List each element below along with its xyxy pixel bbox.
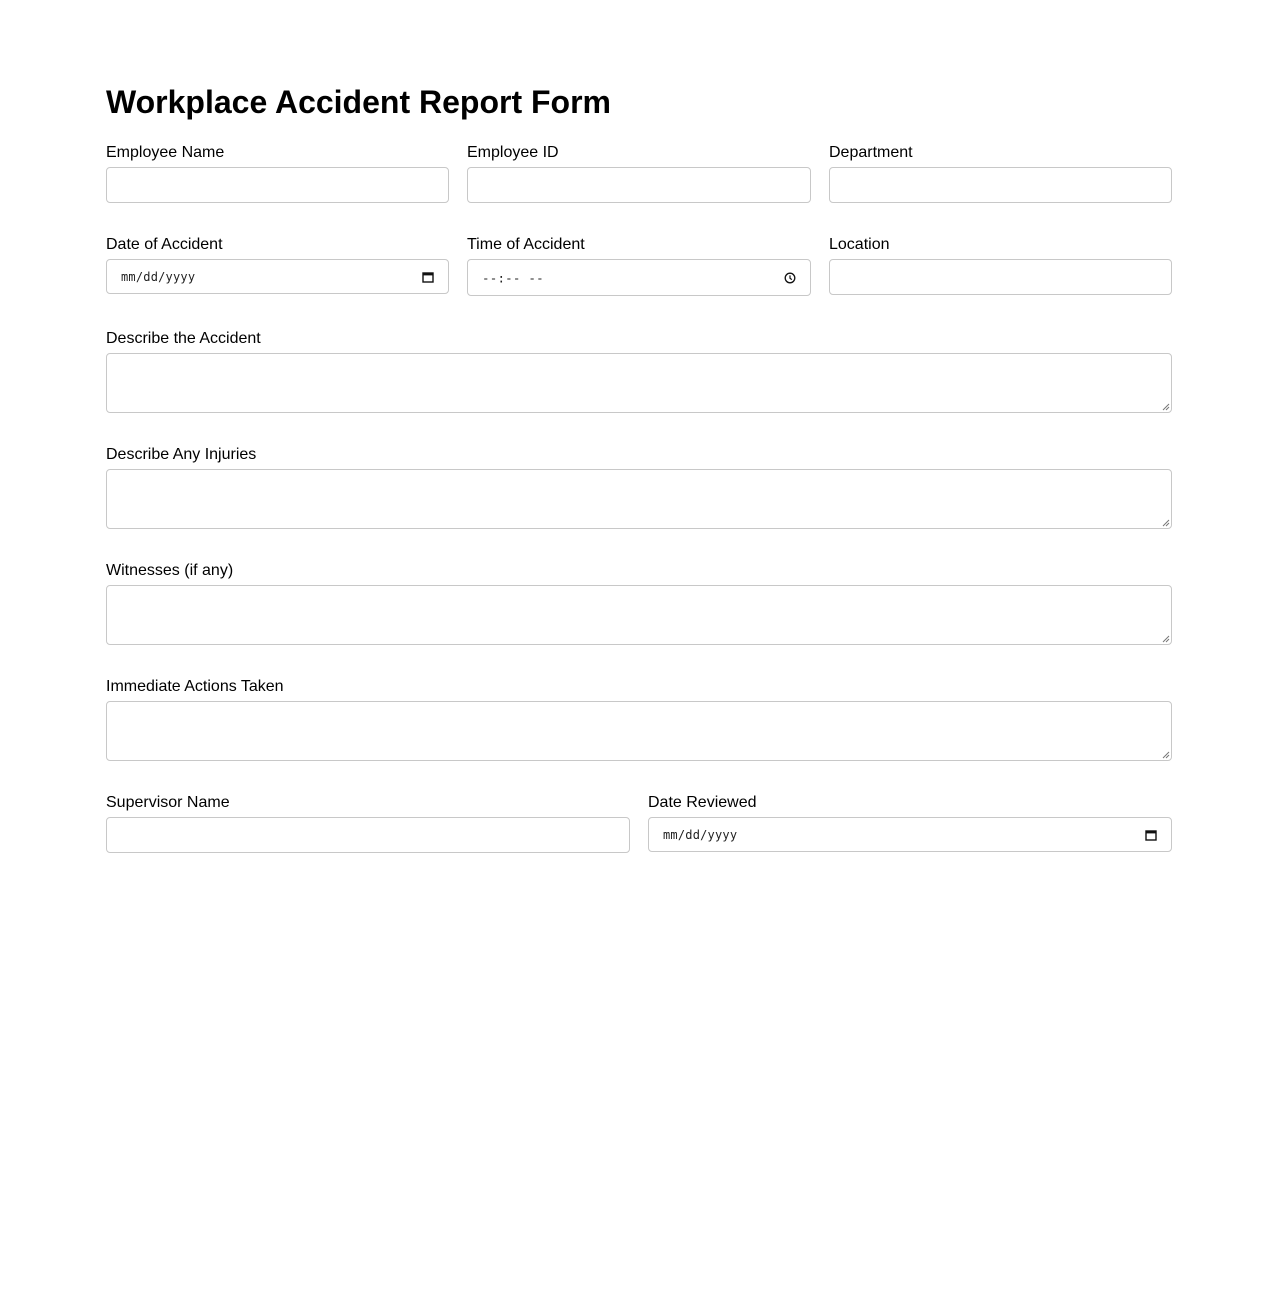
describe-injuries-textarea[interactable] — [106, 469, 1172, 529]
date-placeholder: mm/dd/yyyy — [121, 269, 196, 284]
employee-id-label: Employee ID — [467, 144, 559, 161]
date-of-accident-label: Date of Accident — [106, 236, 223, 253]
calendar-icon[interactable] — [1145, 829, 1157, 841]
immediate-actions-textarea[interactable] — [106, 701, 1172, 761]
time-of-accident-group — [467, 236, 811, 296]
employee-name-label: Employee Name — [106, 144, 225, 161]
resize-handle-icon[interactable] — [1161, 634, 1170, 643]
employee-name-group — [106, 144, 449, 203]
resize-handle-icon[interactable] — [1161, 402, 1170, 411]
page-title: Workplace Accident Report Form — [106, 84, 611, 120]
resize-handle-icon[interactable] — [1161, 750, 1170, 759]
time-of-accident-label: Time of Accident — [467, 236, 585, 253]
location-input[interactable] — [829, 259, 1172, 295]
department-label: Department — [829, 144, 913, 161]
department-group — [829, 144, 1172, 203]
date-of-accident-input[interactable] — [106, 259, 449, 294]
clock-icon[interactable] — [784, 272, 796, 284]
witnesses-label: Witnesses (if any) — [106, 562, 234, 579]
supervisor-name-input[interactable] — [106, 817, 630, 853]
location-group — [829, 236, 1172, 295]
date-reviewed-label: Date Reviewed — [648, 794, 757, 811]
date-reviewed-input[interactable] — [648, 817, 1172, 852]
date-placeholder: mm/dd/yyyy — [663, 827, 738, 842]
immediate-actions-label: Immediate Actions Taken — [106, 678, 284, 695]
resize-handle-icon[interactable] — [1161, 518, 1170, 527]
immediate-actions-group — [106, 678, 1172, 761]
supervisor-name-group — [106, 794, 630, 853]
describe-injuries-group — [106, 446, 1172, 529]
describe-accident-group — [106, 330, 1172, 413]
date-of-accident-group — [106, 236, 449, 294]
employee-name-input[interactable] — [106, 167, 449, 203]
time-placeholder: --:-- -- — [482, 270, 544, 285]
department-input[interactable] — [829, 167, 1172, 203]
employee-id-input[interactable] — [467, 167, 811, 203]
location-label: Location — [829, 236, 890, 253]
describe-injuries-label: Describe Any Injuries — [106, 446, 257, 463]
witnesses-group — [106, 562, 1172, 645]
supervisor-name-label: Supervisor Name — [106, 794, 230, 811]
describe-accident-textarea[interactable] — [106, 353, 1172, 413]
calendar-icon[interactable] — [422, 271, 434, 283]
witnesses-textarea[interactable] — [106, 585, 1172, 645]
describe-accident-label: Describe the Accident — [106, 330, 261, 347]
employee-id-group — [467, 144, 811, 203]
time-of-accident-input[interactable] — [467, 259, 811, 296]
date-reviewed-group — [648, 794, 1172, 852]
